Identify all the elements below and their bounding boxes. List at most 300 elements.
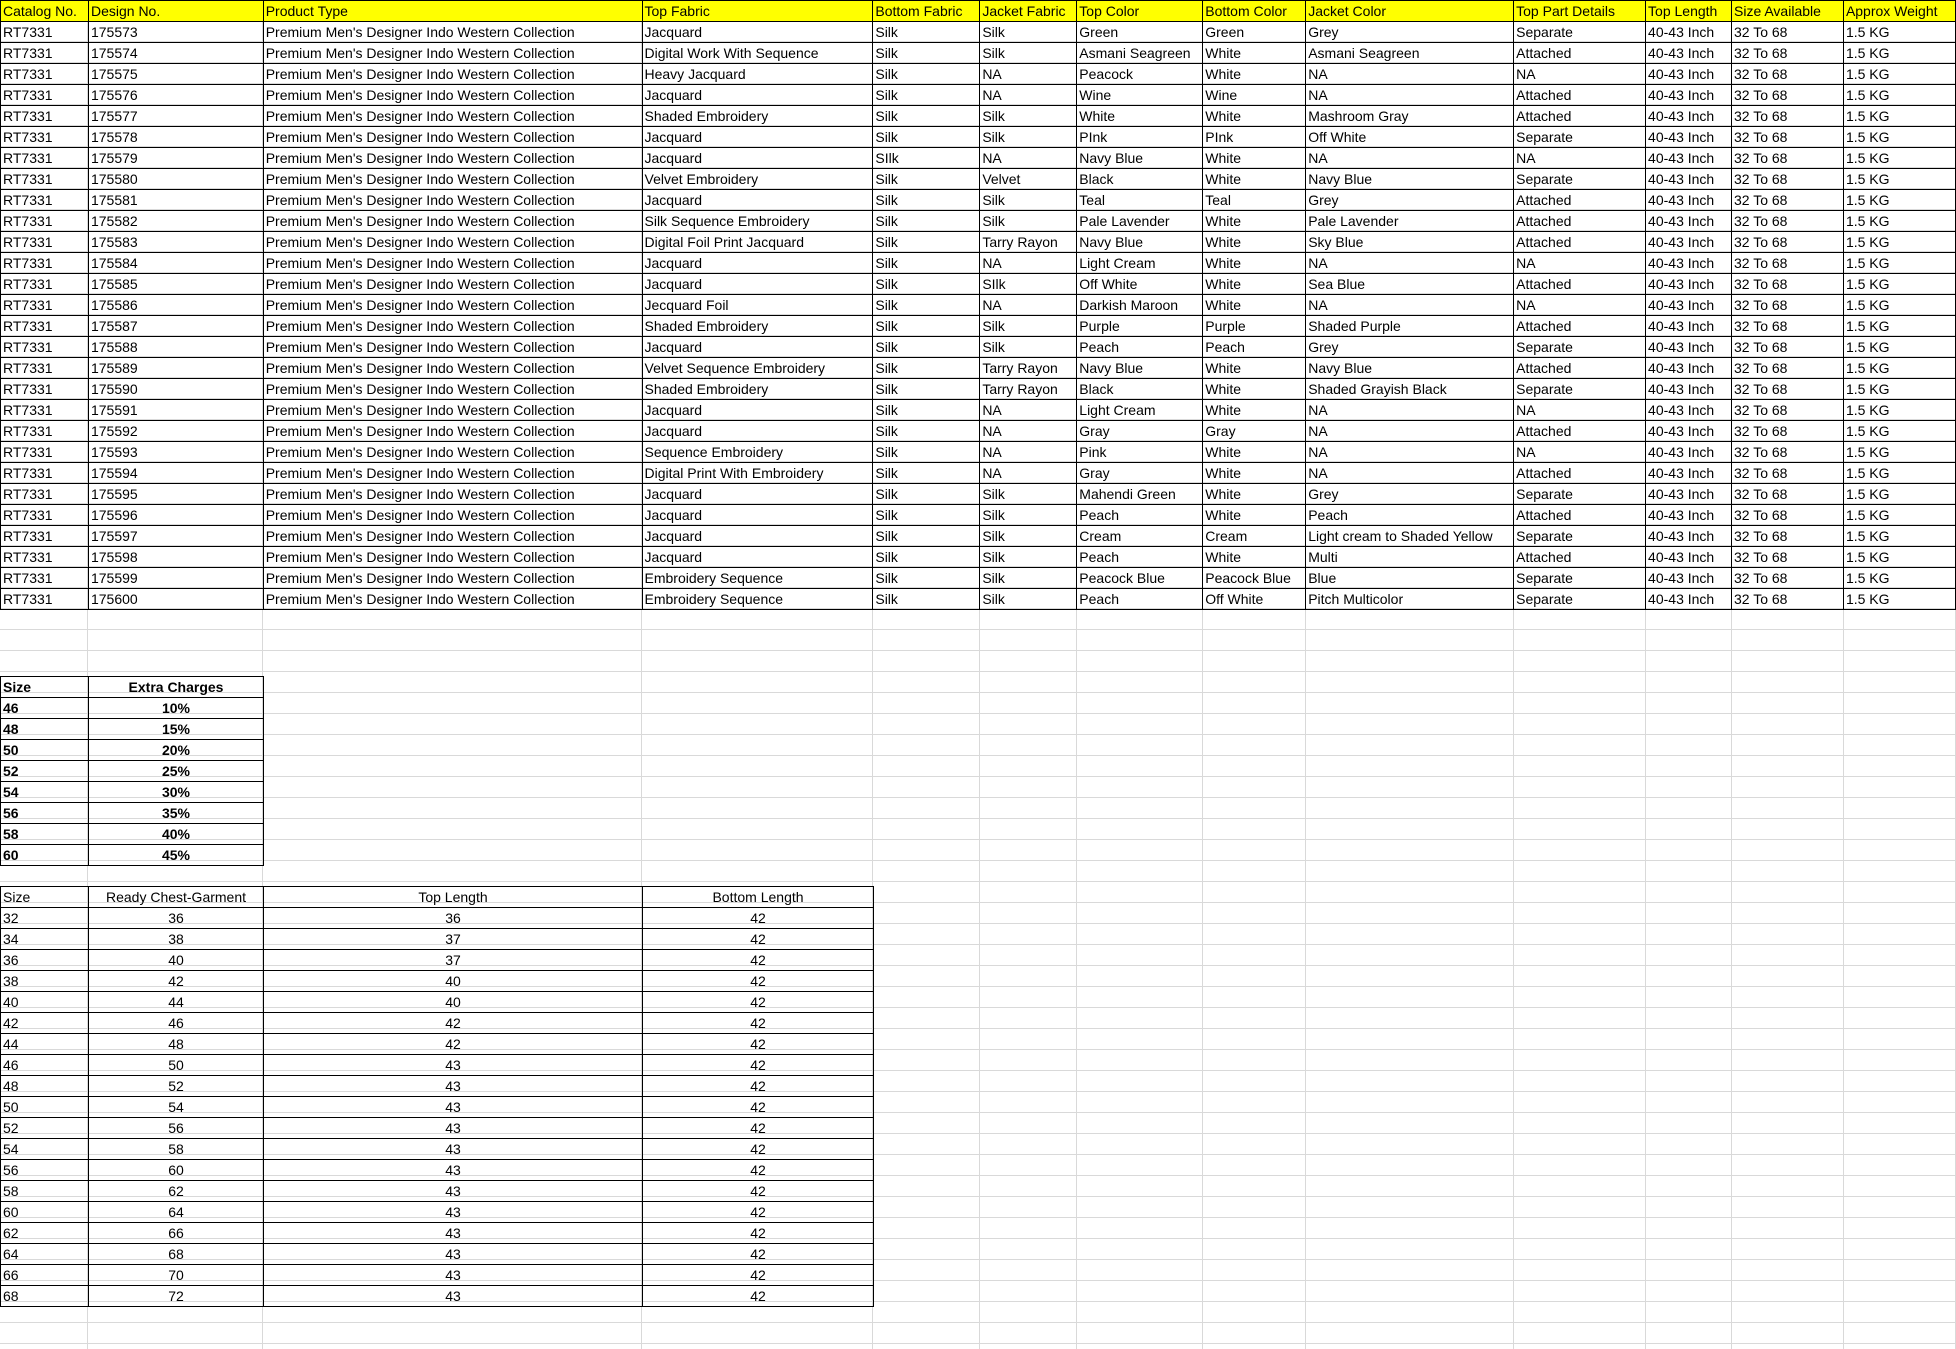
table-cell: 175600	[88, 589, 263, 610]
table-row	[1, 782, 264, 803]
table-cell: Silk	[980, 526, 1077, 547]
table-cell: RT7331	[1, 295, 89, 316]
table-cell: 70	[89, 1265, 264, 1286]
table-cell: 66	[1, 1265, 89, 1286]
table-cell: Silk	[980, 484, 1077, 505]
table-cell: 46	[89, 1013, 264, 1034]
table-cell: Silk	[873, 127, 980, 148]
table-cell: 43	[264, 1076, 643, 1097]
table-row	[1, 1223, 874, 1244]
table-cell: 32 To 68	[1732, 295, 1844, 316]
table-cell: 175573	[88, 22, 263, 43]
table-cell: NA	[980, 442, 1077, 463]
table-cell: 52	[1, 761, 89, 782]
table-cell: Attached	[1514, 43, 1646, 64]
table-cell: 58	[89, 1139, 264, 1160]
table-row	[1, 1055, 874, 1076]
table-cell: Premium Men's Designer Indo Western Collection	[263, 169, 642, 190]
table-cell: Peacock	[1077, 64, 1203, 85]
table-cell: 175589	[88, 358, 263, 379]
table-cell: Premium Men's Designer Indo Western Collection	[263, 400, 642, 421]
table-cell: Premium Men's Designer Indo Western Collection	[263, 316, 642, 337]
table-cell: Premium Men's Designer Indo Western Collection	[263, 43, 642, 64]
table-cell: Grey	[1306, 484, 1514, 505]
column-header: Top Part Details	[1514, 1, 1646, 22]
table-cell: Premium Men's Designer Indo Western Collection	[263, 64, 642, 85]
table-row	[1, 127, 1956, 148]
table-row	[1, 992, 874, 1013]
table-cell: NA	[980, 85, 1077, 106]
table-cell: RT7331	[1, 484, 89, 505]
table-cell: Navy Blue	[1077, 232, 1203, 253]
table-cell: 42	[643, 992, 874, 1013]
table-cell: 43	[264, 1160, 643, 1181]
table-cell: 175591	[88, 400, 263, 421]
table-cell: 40-43 Inch	[1646, 484, 1732, 505]
table-cell: 1.5 KG	[1843, 568, 1955, 589]
table-cell: 1.5 KG	[1843, 421, 1955, 442]
table-cell: PInk	[1203, 127, 1306, 148]
table-cell: Jacquard	[642, 148, 873, 169]
table-cell: Embroidery Sequence	[642, 589, 873, 610]
table-cell: Silk	[873, 169, 980, 190]
table-cell: RT7331	[1, 127, 89, 148]
table-cell: White	[1203, 505, 1306, 526]
table-cell: 32 To 68	[1732, 211, 1844, 232]
table-cell: 32 To 68	[1732, 484, 1844, 505]
table-cell: RT7331	[1, 274, 89, 295]
table-cell: NA	[980, 463, 1077, 484]
table-cell: Black	[1077, 379, 1203, 400]
table-cell: RT7331	[1, 547, 89, 568]
table-cell: 40	[89, 950, 264, 971]
table-cell: 50	[1, 1097, 89, 1118]
table-cell: 43	[264, 1244, 643, 1265]
table-cell: Shaded Embroidery	[642, 106, 873, 127]
table-cell: 1.5 KG	[1843, 526, 1955, 547]
table-cell: Wine	[1077, 85, 1203, 106]
table-cell: 43	[264, 1139, 643, 1160]
table-cell: 32 To 68	[1732, 316, 1844, 337]
table-cell: Silk	[873, 589, 980, 610]
table-cell: RT7331	[1, 232, 89, 253]
table-cell: 1.5 KG	[1843, 253, 1955, 274]
table-cell: Velvet	[980, 169, 1077, 190]
table-cell: 42	[643, 1139, 874, 1160]
table-cell: Cream	[1203, 526, 1306, 547]
column-header: Size	[1, 887, 89, 908]
table-cell: 1.5 KG	[1843, 127, 1955, 148]
column-header: Design No.	[88, 1, 263, 22]
table-row	[1, 568, 1956, 589]
table-cell: White	[1203, 400, 1306, 421]
table-cell: Pitch Multicolor	[1306, 589, 1514, 610]
table-cell: Silk	[980, 190, 1077, 211]
table-cell: 40	[264, 971, 643, 992]
table-row	[1, 526, 1956, 547]
table-row	[1, 824, 264, 845]
table-cell: 40-43 Inch	[1646, 505, 1732, 526]
table-row	[1, 971, 874, 992]
table-cell: Navy Blue	[1306, 169, 1514, 190]
table-row	[1, 719, 264, 740]
table-cell: White	[1203, 358, 1306, 379]
table-cell: 42	[643, 1118, 874, 1139]
table-cell: Grey	[1306, 22, 1514, 43]
table-cell: 32 To 68	[1732, 358, 1844, 379]
table-cell: Silk	[980, 22, 1077, 43]
table-row	[1, 22, 1956, 43]
table-cell: 72	[89, 1286, 264, 1307]
table-cell: Silk	[873, 85, 980, 106]
table-cell: White	[1203, 148, 1306, 169]
table-cell: 64	[89, 1202, 264, 1223]
table-cell: 175590	[88, 379, 263, 400]
table-cell: Jacquard	[642, 400, 873, 421]
table-cell: Premium Men's Designer Indo Western Collection	[263, 568, 642, 589]
table-cell: RT7331	[1, 22, 89, 43]
column-header: Product Type	[263, 1, 642, 22]
table-cell: 40-43 Inch	[1646, 421, 1732, 442]
table-cell: White	[1203, 64, 1306, 85]
table-cell: Silk	[873, 358, 980, 379]
table-cell: Silk	[980, 127, 1077, 148]
table-cell: 175578	[88, 127, 263, 148]
table-row	[1, 1286, 874, 1307]
table-cell: 32 To 68	[1732, 127, 1844, 148]
table-cell: White	[1203, 253, 1306, 274]
table-cell: 1.5 KG	[1843, 547, 1955, 568]
table-cell: RT7331	[1, 190, 89, 211]
table-cell: 42	[264, 1034, 643, 1055]
table-cell: Jacquard	[642, 421, 873, 442]
table-cell: 1.5 KG	[1843, 148, 1955, 169]
table-cell: 58	[1, 824, 89, 845]
table-cell: Attached	[1514, 358, 1646, 379]
table-row	[1, 169, 1956, 190]
table-cell: Attached	[1514, 463, 1646, 484]
table-cell: Digital Print With Embroidery	[642, 463, 873, 484]
table-cell: 40-43 Inch	[1646, 547, 1732, 568]
extra-charges-header-row	[1, 677, 264, 698]
table-cell: Silk	[873, 316, 980, 337]
table-cell: Peach	[1077, 505, 1203, 526]
table-cell: Attached	[1514, 85, 1646, 106]
table-row	[1, 908, 874, 929]
table-row	[1, 190, 1956, 211]
table-cell: Silk	[873, 43, 980, 64]
table-cell: Silk	[873, 337, 980, 358]
table-cell: Off White	[1306, 127, 1514, 148]
table-cell: 32 To 68	[1732, 190, 1844, 211]
table-cell: RT7331	[1, 85, 89, 106]
table-cell: 1.5 KG	[1843, 505, 1955, 526]
table-cell: Premium Men's Designer Indo Western Collection	[263, 358, 642, 379]
table-cell: 40-43 Inch	[1646, 106, 1732, 127]
table-cell: 42	[643, 950, 874, 971]
table-row	[1, 484, 1956, 505]
table-cell: Velvet Embroidery	[642, 169, 873, 190]
table-cell: 175582	[88, 211, 263, 232]
table-cell: NA	[980, 64, 1077, 85]
table-row	[1, 85, 1956, 106]
table-cell: Silk	[980, 568, 1077, 589]
table-cell: 42	[643, 1013, 874, 1034]
table-cell: Silk	[873, 64, 980, 85]
table-cell: Attached	[1514, 106, 1646, 127]
table-cell: 175592	[88, 421, 263, 442]
table-cell: 52	[89, 1076, 264, 1097]
table-row	[1, 929, 874, 950]
table-row	[1, 547, 1956, 568]
table-cell: Premium Men's Designer Indo Western Collection	[263, 526, 642, 547]
table-cell: 1.5 KG	[1843, 400, 1955, 421]
table-cell: Separate	[1514, 127, 1646, 148]
table-cell: 1.5 KG	[1843, 295, 1955, 316]
table-cell: 60	[1, 845, 89, 866]
table-row	[1, 337, 1956, 358]
table-cell: 175593	[88, 442, 263, 463]
table-cell: 64	[1, 1244, 89, 1265]
table-cell: RT7331	[1, 169, 89, 190]
column-header: Top Length	[1646, 1, 1732, 22]
table-cell: 37	[264, 950, 643, 971]
table-cell: Silk	[980, 43, 1077, 64]
table-cell: 175581	[88, 190, 263, 211]
table-cell: 40	[1, 992, 89, 1013]
table-cell: Navy Blue	[1077, 358, 1203, 379]
table-cell: 40-43 Inch	[1646, 400, 1732, 421]
table-cell: 175594	[88, 463, 263, 484]
table-cell: Sky Blue	[1306, 232, 1514, 253]
table-cell: 32 To 68	[1732, 148, 1844, 169]
table-cell: 1.5 KG	[1843, 190, 1955, 211]
column-header: Approx Weight	[1843, 1, 1955, 22]
column-header: Jacket Color	[1306, 1, 1514, 22]
table-cell: 40-43 Inch	[1646, 337, 1732, 358]
table-cell: Silk	[980, 316, 1077, 337]
table-cell: Jecquard Foil	[642, 295, 873, 316]
table-cell: Silk	[873, 484, 980, 505]
table-cell: 40-43 Inch	[1646, 274, 1732, 295]
table-cell: White	[1077, 106, 1203, 127]
table-cell: 62	[89, 1181, 264, 1202]
table-cell: 54	[1, 1139, 89, 1160]
table-cell: NA	[1306, 85, 1514, 106]
table-cell: Peach	[1306, 505, 1514, 526]
table-cell: 40-43 Inch	[1646, 379, 1732, 400]
table-cell: 175597	[88, 526, 263, 547]
table-cell: 1.5 KG	[1843, 316, 1955, 337]
table-row	[1, 232, 1956, 253]
table-cell: White	[1203, 211, 1306, 232]
table-cell: 32 To 68	[1732, 64, 1844, 85]
table-cell: NA	[1514, 148, 1646, 169]
table-cell: Silk Sequence Embroidery	[642, 211, 873, 232]
table-cell: 52	[1, 1118, 89, 1139]
table-cell: NA	[1306, 253, 1514, 274]
table-row	[1, 950, 874, 971]
table-cell: Jacquard	[642, 547, 873, 568]
table-cell: Premium Men's Designer Indo Western Collection	[263, 22, 642, 43]
table-row	[1, 1181, 874, 1202]
table-cell: Attached	[1514, 190, 1646, 211]
table-cell: 42	[643, 1244, 874, 1265]
table-cell: 43	[264, 1223, 643, 1244]
table-cell: 58	[1, 1181, 89, 1202]
table-cell: Attached	[1514, 421, 1646, 442]
table-cell: 54	[1, 782, 89, 803]
table-row	[1, 1013, 874, 1034]
table-cell: Silk	[980, 505, 1077, 526]
table-row	[1, 589, 1956, 610]
table-cell: 42	[264, 1013, 643, 1034]
table-cell: 40-43 Inch	[1646, 148, 1732, 169]
table-cell: 10%	[89, 698, 264, 719]
table-cell: 42	[1, 1013, 89, 1034]
table-cell: 36	[1, 950, 89, 971]
table-cell: 42	[643, 1181, 874, 1202]
table-cell: 1.5 KG	[1843, 22, 1955, 43]
table-cell: Silk	[873, 526, 980, 547]
table-cell: 46	[1, 698, 89, 719]
table-cell: 40-43 Inch	[1646, 211, 1732, 232]
table-row	[1, 358, 1956, 379]
table-cell: 43	[264, 1097, 643, 1118]
table-cell: Separate	[1514, 22, 1646, 43]
column-header: Ready Chest-Garment	[89, 887, 264, 908]
table-cell: Silk	[873, 211, 980, 232]
table-cell: 1.5 KG	[1843, 232, 1955, 253]
table-cell: NA	[980, 421, 1077, 442]
table-cell: 175580	[88, 169, 263, 190]
table-cell: Light Cream	[1077, 400, 1203, 421]
table-cell: 42	[643, 1160, 874, 1181]
table-cell: 15%	[89, 719, 264, 740]
table-cell: NA	[980, 148, 1077, 169]
table-cell: 175598	[88, 547, 263, 568]
table-cell: Silk	[873, 547, 980, 568]
table-cell: NA	[1306, 400, 1514, 421]
table-cell: RT7331	[1, 400, 89, 421]
table-cell: 42	[643, 971, 874, 992]
table-cell: Peach	[1077, 547, 1203, 568]
table-cell: Silk	[980, 547, 1077, 568]
table-cell: NA	[1306, 421, 1514, 442]
table-cell: Separate	[1514, 379, 1646, 400]
table-cell: Silk	[873, 106, 980, 127]
table-row	[1, 698, 264, 719]
table-cell: Green	[1077, 22, 1203, 43]
table-cell: 42	[643, 1202, 874, 1223]
table-cell: 50	[1, 740, 89, 761]
table-cell: Digital Foil Print Jacquard	[642, 232, 873, 253]
table-cell: 48	[1, 1076, 89, 1097]
table-cell: 48	[89, 1034, 264, 1055]
table-cell: Jacquard	[642, 526, 873, 547]
table-cell: 32 To 68	[1732, 106, 1844, 127]
table-row	[1, 803, 264, 824]
table-cell: NA	[1514, 64, 1646, 85]
table-cell: Off White	[1203, 589, 1306, 610]
table-cell: Silk	[980, 106, 1077, 127]
table-cell: 1.5 KG	[1843, 106, 1955, 127]
table-cell: 43	[264, 1265, 643, 1286]
table-cell: NA	[1514, 295, 1646, 316]
table-cell: Peacock Blue	[1203, 568, 1306, 589]
table-cell: Peach	[1203, 337, 1306, 358]
table-cell: Premium Men's Designer Indo Western Collection	[263, 421, 642, 442]
table-cell: 40-43 Inch	[1646, 295, 1732, 316]
table-cell: Pale Lavender	[1077, 211, 1203, 232]
table-row	[1, 1097, 874, 1118]
table-cell: 38	[89, 929, 264, 950]
table-cell: NA	[1514, 253, 1646, 274]
table-cell: Sea Blue	[1306, 274, 1514, 295]
table-cell: 45%	[89, 845, 264, 866]
table-cell: 60	[1, 1202, 89, 1223]
table-cell: 68	[89, 1244, 264, 1265]
table-cell: RT7331	[1, 568, 89, 589]
table-cell: RT7331	[1, 463, 89, 484]
table-cell: 1.5 KG	[1843, 442, 1955, 463]
table-cell: 42	[89, 971, 264, 992]
table-cell: RT7331	[1, 505, 89, 526]
table-cell: 32	[1, 908, 89, 929]
table-cell: Shaded Purple	[1306, 316, 1514, 337]
table-cell: Premium Men's Designer Indo Western Collection	[263, 589, 642, 610]
table-cell: RT7331	[1, 358, 89, 379]
header-row	[1, 1, 1956, 22]
column-header: Top Fabric	[642, 1, 873, 22]
table-cell: Separate	[1514, 484, 1646, 505]
table-cell: 25%	[89, 761, 264, 782]
table-cell: 1.5 KG	[1843, 85, 1955, 106]
table-cell: 20%	[89, 740, 264, 761]
column-header: Catalog No.	[1, 1, 89, 22]
table-cell: Darkish Maroon	[1077, 295, 1203, 316]
table-cell: RT7331	[1, 526, 89, 547]
table-cell: 40-43 Inch	[1646, 316, 1732, 337]
table-cell: Teal	[1077, 190, 1203, 211]
table-cell: Premium Men's Designer Indo Western Collection	[263, 274, 642, 295]
table-row	[1, 211, 1956, 232]
table-cell: Silk	[980, 337, 1077, 358]
table-cell: 40-43 Inch	[1646, 358, 1732, 379]
table-cell: 37	[264, 929, 643, 950]
column-header: Bottom Length	[643, 887, 874, 908]
table-row	[1, 43, 1956, 64]
table-cell: 1.5 KG	[1843, 358, 1955, 379]
table-cell: Tarry Rayon	[980, 379, 1077, 400]
table-cell: 40-43 Inch	[1646, 463, 1732, 484]
table-row	[1, 1034, 874, 1055]
table-cell: Silk	[873, 379, 980, 400]
table-cell: Premium Men's Designer Indo Western Collection	[263, 337, 642, 358]
table-cell: 175584	[88, 253, 263, 274]
table-row	[1, 64, 1956, 85]
table-cell: 42	[643, 1286, 874, 1307]
table-cell: 32 To 68	[1732, 526, 1844, 547]
table-cell: White	[1203, 379, 1306, 400]
table-cell: Light cream to Shaded Yellow	[1306, 526, 1514, 547]
table-cell: 175579	[88, 148, 263, 169]
table-cell: Jacquard	[642, 253, 873, 274]
table-cell: 1.5 KG	[1843, 379, 1955, 400]
table-cell: 175574	[88, 43, 263, 64]
table-cell: 1.5 KG	[1843, 484, 1955, 505]
table-cell: 1.5 KG	[1843, 64, 1955, 85]
